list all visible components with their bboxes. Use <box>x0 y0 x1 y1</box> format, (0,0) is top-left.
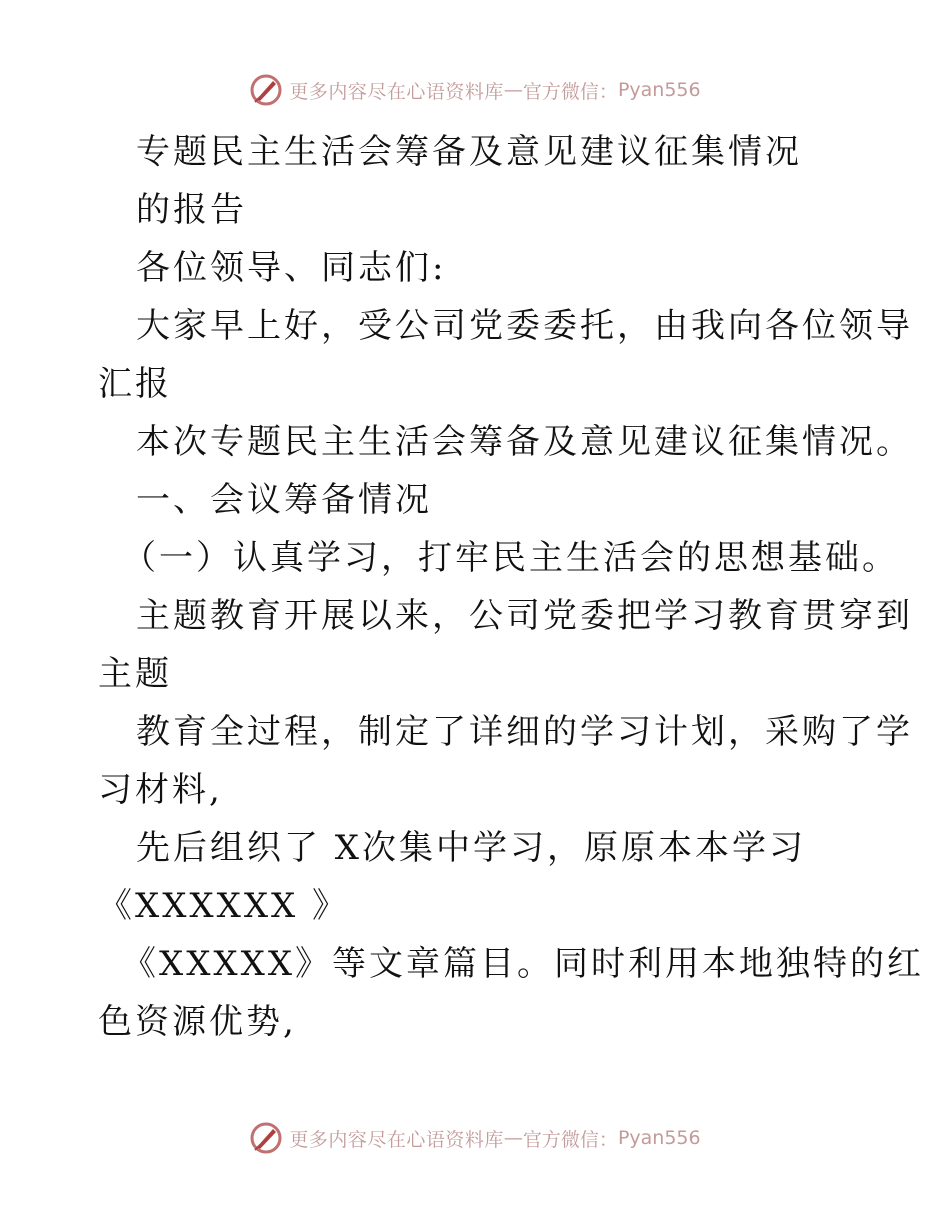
paragraph-line: 本次专题民主生活会筹备及意见建议征集情况。 <box>136 422 913 462</box>
paragraph-line: 习材料, <box>98 770 223 810</box>
salutation: 各位领导、同志们: <box>136 248 447 288</box>
quill-logo-icon <box>249 73 283 107</box>
document-body <box>98 123 925 1051</box>
watermark-text: 更多内容尽在心语资料库 <box>289 1128 504 1151</box>
watermark-separator: — <box>503 1127 523 1149</box>
paragraph-line: 色资源优势, <box>98 1002 297 1042</box>
paragraph-line: 汇报 <box>98 364 172 404</box>
watermark-label: 官方微信： <box>522 80 618 103</box>
paragraph-line: 主题教育开展以来，公司党委把学习教育贯穿到 <box>136 596 913 636</box>
section-heading: 一、会议筹备情况 <box>136 480 432 520</box>
subsection-heading: （一）认真学习，打牢民主生活会的思想基础。 <box>122 538 899 578</box>
paragraph-line: 《XXXXX》等文章篇目。同时利用本地独特的红 <box>122 944 925 984</box>
watermark-separator: — <box>503 79 523 101</box>
paragraph-line: 《XXXXXX 》 <box>98 886 350 926</box>
paragraph-line: 教育全过程，制定了详细的学习计划，采购了学 <box>136 712 913 752</box>
watermark-id: Pyan556 <box>617 1127 701 1149</box>
title-line-1: 专题民主生活会筹备及意见建议征集情况 <box>136 132 802 172</box>
watermark-label: 官方微信： <box>522 1128 618 1151</box>
footer-watermark <box>0 1121 950 1155</box>
quill-logo-icon <box>249 1121 283 1155</box>
watermark-id: Pyan556 <box>617 79 701 101</box>
header-watermark <box>0 73 950 107</box>
watermark-text: 更多内容尽在心语资料库 <box>289 80 504 103</box>
title-line-2: 的报告 <box>136 190 247 230</box>
paragraph-line: 先后组织了 X次集中学习，原原本本学习 <box>136 828 807 868</box>
paragraph-line: 主题 <box>98 654 172 694</box>
paragraph-line: 大家早上好，受公司党委委托，由我向各位领导 <box>136 306 913 346</box>
